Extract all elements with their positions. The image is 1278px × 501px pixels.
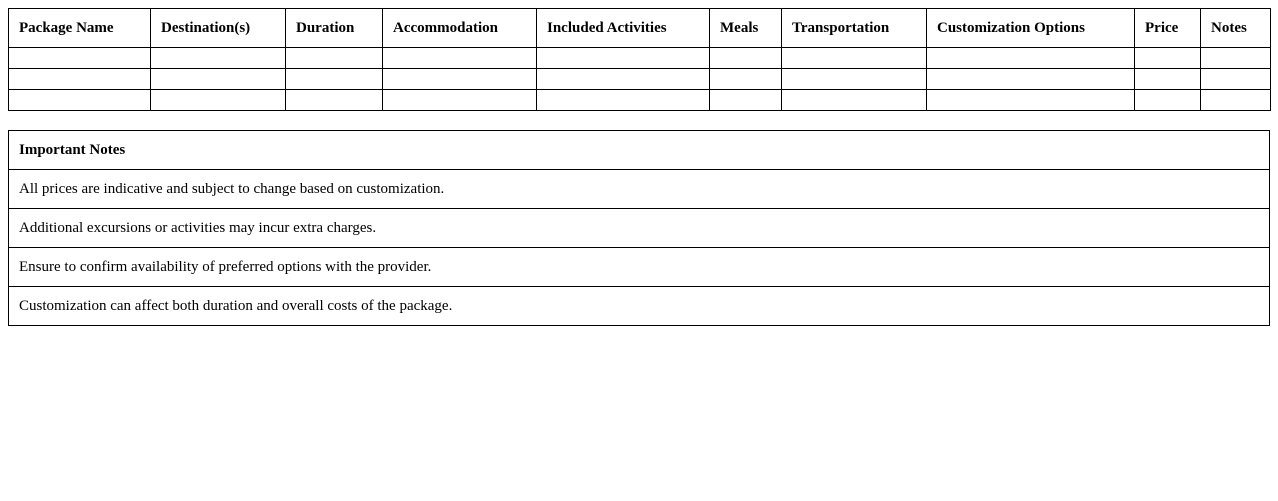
table-cell[interactable] (286, 69, 383, 90)
table-row (9, 69, 1271, 90)
important-notes-title: Important Notes (9, 131, 1270, 170)
table-cell[interactable] (927, 48, 1135, 69)
list-item (9, 170, 1270, 209)
table-cell[interactable] (782, 69, 927, 90)
header-duration: Duration (286, 9, 383, 48)
table-cell[interactable] (537, 90, 710, 111)
header-included-activities: Included Activities (537, 9, 710, 48)
packages-table-header (9, 9, 1271, 48)
table-row (9, 90, 1271, 111)
table-row (9, 48, 1271, 69)
header-price: Price (1135, 9, 1201, 48)
table-cell[interactable] (927, 69, 1135, 90)
table-cell[interactable] (1201, 90, 1271, 111)
table-cell[interactable] (537, 48, 710, 69)
table-cell[interactable] (782, 48, 927, 69)
table-cell[interactable] (1135, 48, 1201, 69)
table-cell[interactable] (9, 69, 151, 90)
table-cell[interactable] (927, 90, 1135, 111)
table-cell[interactable] (782, 90, 927, 111)
packages-table (8, 8, 1271, 111)
header-transportation: Transportation (782, 9, 927, 48)
important-notes-header (9, 131, 1270, 170)
important-notes-table (8, 130, 1270, 326)
note-item: All prices are indicative and subject to change based on customization. (9, 170, 1270, 209)
header-customization-options: Customization Options (927, 9, 1135, 48)
header-destinations: Destination(s) (151, 9, 286, 48)
table-cell[interactable] (1135, 69, 1201, 90)
note-item: Ensure to confirm availability of preferred options with the provider. (9, 248, 1270, 287)
important-notes-title-row (9, 131, 1270, 170)
note-item: Customization can affect both duration and overall costs of the package. (9, 287, 1270, 326)
table-cell[interactable] (710, 69, 782, 90)
packages-table-body (9, 48, 1271, 111)
table-cell[interactable] (151, 90, 286, 111)
table-cell[interactable] (383, 48, 537, 69)
table-cell[interactable] (286, 90, 383, 111)
table-cell[interactable] (9, 90, 151, 111)
table-cell[interactable] (286, 48, 383, 69)
table-cell[interactable] (537, 69, 710, 90)
list-item (9, 287, 1270, 326)
table-cell[interactable] (383, 69, 537, 90)
table-cell[interactable] (1135, 90, 1201, 111)
table-cell[interactable] (9, 48, 151, 69)
important-notes-body (9, 170, 1270, 326)
table-cell[interactable] (710, 90, 782, 111)
table-cell[interactable] (383, 90, 537, 111)
table-cell[interactable] (1201, 69, 1271, 90)
list-item (9, 248, 1270, 287)
note-item: Additional excursions or activities may incur extra charges. (9, 209, 1270, 248)
header-row (9, 9, 1271, 48)
table-cell[interactable] (151, 48, 286, 69)
table-cell[interactable] (1201, 48, 1271, 69)
table-cell[interactable] (710, 48, 782, 69)
header-meals: Meals (710, 9, 782, 48)
table-cell[interactable] (151, 69, 286, 90)
header-package-name: Package Name (9, 9, 151, 48)
header-accommodation: Accommodation (383, 9, 537, 48)
header-notes: Notes (1201, 9, 1271, 48)
list-item (9, 209, 1270, 248)
